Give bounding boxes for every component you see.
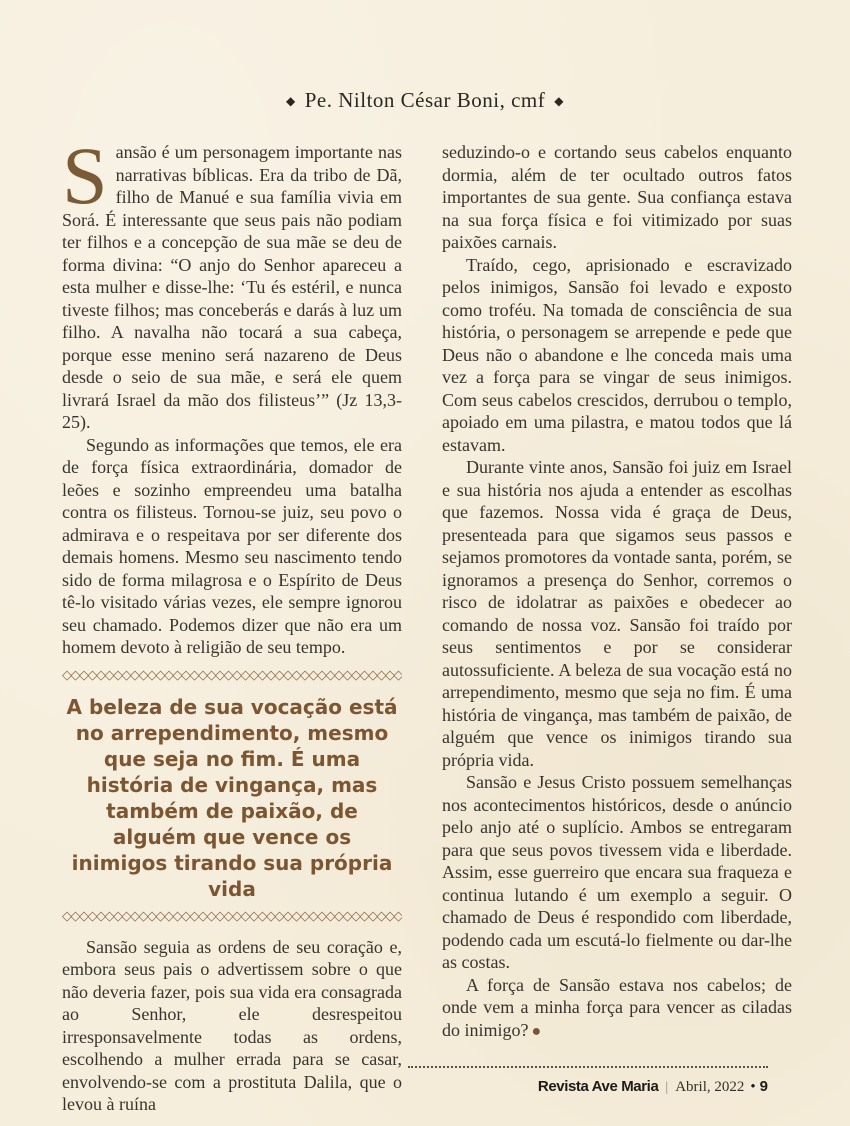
page-header — [0, 88, 850, 113]
footer-magazine-name: Revista Ave Maria — [537, 1078, 659, 1095]
footer-date: Abril, 2022 — [675, 1079, 745, 1095]
paragraph: Sansão e Jesus Cristo possuem semelhanças nos acontecimentos históricos, desde o anúncio pelo anjo até o suplício. Ambos se entregaram para que seus povos tivessem vida e liberdade. Assim, esse guerreiro que encara sua fraqueza e continua lutando é um exemplo a seguir. O chamado de Deus é respondido com liberdade, podendo cada um escutá-lo fielmente ou dar-lhe as costas. — [442, 772, 792, 972]
paragraph-closing — [442, 974, 792, 1042]
paragraph: Traído, cego, aprisionado e escravizado pelos inimigos, Sansão foi levado e exposto como troféu. Na tomada de consciência de sua história, o personagem se arrepende e pede que Deus não o abandone e lhe conceda mais uma vez a força para se vingar de seus inimigos. Com seus cabelos crescidos, derrubou o templo, apoiado em uma pilastra, e matou todos que lá estavam. — [442, 254, 792, 455]
paragraph-lead-text: ansão é um personagem importante nas narrativas bíblicas. Era da tribo de Dã, filho de Manué e sua família vivia em Sorá. É interessante que seus pais não podiam ter filhos e a concepção de sua mãe se deu de forma divina: “O anjo do Senhor apareceu a esta mulher e disse-lhe: ‘Tu és estéril, e nunca tiveste filhos; mas conceberás e darás à luz um filho. A navalha não tocará a sua cabeça, porque esse menino será nazareno de Deus desde o seio de sua mãe, e será ele quem livrará Israel da mão dos filisteus’” (Jz 13,3-25). — [62, 142, 402, 432]
author-byline: Pe. Nilton César Boni, cmf — [304, 88, 546, 112]
diamond-icon: ◆ — [554, 94, 564, 108]
paragraph: Segundo as informações que temos, ele era de força física extraordinária, domador de leões e sozinho empreendeu uma batalha contra os filisteus. Tornou-se juiz, seu povo o admirava e o respeitava por ser diferente dos demais homens. Mesmo seu nascimento tendo sido de forma milagrosa e o Espírito de Deus tê-lo visitado várias vezes, ele sempre ignorou seu chamado. Podemos dizer que não era um homem devoto à religião de seu tempo. — [62, 434, 402, 657]
ornament-divider: ◇◇◇◇◇◇◇◇◇◇◇◇◇◇◇◇◇◇◇◇◇◇◇◇◇◇◇◇◇◇◇◇◇◇◇◇◇◇◇◇ — [62, 908, 402, 922]
end-of-article-icon: ● — [531, 1022, 542, 1040]
paragraph-closing-text: A força de Sansão estava nos cabelos; de onde vem a minha força para vencer as ciladas do inimigo? — [442, 974, 792, 1040]
paragraph: seduzindo-o e cortando seus cabelos enquanto dormia, além de ter ocultado outros fatos importantes de sua gente. Sua confiança estava na sua força física e foi vitimizado por suas paixões carnais. — [442, 142, 792, 252]
paragraph: Durante vinte anos, Sansão foi juiz em Israel e sua história nos ajuda a entender as escolhas que fazemos. Nossa vida é graça de Deus, presenteada para que sigamos seus passos e sejamos promotores da vontade santa, porém, se ignoramos a presença do Senhor, corremos o risco de idolatrar as paixões e obedecer ao comando de nossa voz. Sansão foi traído por seus sentimentos e por se considerar autossuficiente. A beleza de sua vocação está no arrependimento, mesmo que seja no fim. É uma história de vingança, mas também de paixão, de alguém que vence os inimigos tirando sua própria vida. — [442, 457, 792, 770]
drop-cap: S — [62, 130, 108, 221]
diamond-icon: ◆ — [286, 94, 296, 108]
page-footer — [408, 1078, 768, 1096]
footer-separator: | — [665, 1080, 669, 1095]
pull-quote: A beleza de sua vocação está no arrependimento, mesmo que seja no fim. É uma história de vingança, mas também de paixão, de alguém que vence os inimigos tirando sua própria vida — [66, 694, 398, 901]
footer-bullet: • — [750, 1079, 756, 1095]
right-column — [442, 141, 792, 1041]
dotted-rule — [408, 1066, 768, 1068]
paragraph: Sansão seguia as ordens de seu coração e, embora seus pais o advertissem sobre o que não deveria fazer, pois sua vida era consagrada ao Senhor, ele desrespeitou irresponsavelmente todas as ordens, escolhendo a mulher errada para se casar, envolvendo-se com a prostituta Dalila, que o levou à ruína — [62, 936, 402, 1114]
footer-page-number: 9 — [759, 1078, 768, 1095]
left-column — [62, 130, 402, 1116]
paragraph-lead — [62, 130, 402, 434]
ornament-divider: ◇◇◇◇◇◇◇◇◇◇◇◇◇◇◇◇◇◇◇◇◇◇◇◇◇◇◇◇◇◇◇◇◇◇◇◇◇◇◇◇ — [62, 667, 402, 681]
